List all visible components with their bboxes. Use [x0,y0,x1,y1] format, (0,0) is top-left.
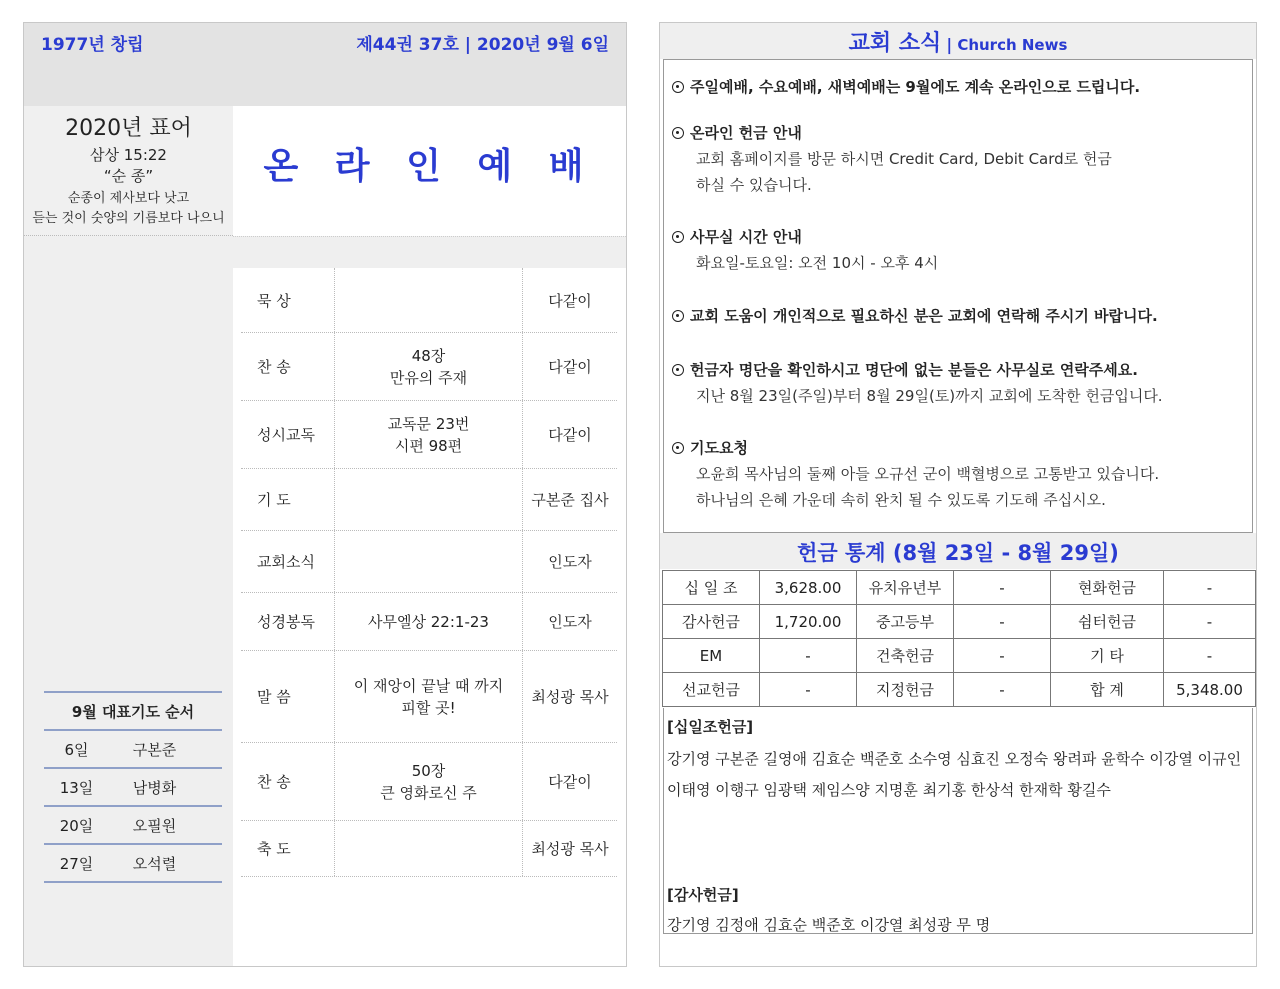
stats-cell: 1,720.00 [760,605,857,639]
bullet-icon [672,364,684,376]
news-item: 교회 도움이 개인적으로 필요하신 분은 교회에 연락해 주시기 바랍니다. [672,303,1244,329]
donor-list [663,708,1253,934]
prayer-date: 20일 [59,816,94,835]
prayer-order-row [44,807,222,845]
bullet-icon [672,310,684,322]
service-leader: 다같이 [548,426,592,444]
service-content: 48장 만유의 주재 [335,333,523,400]
prayer-order-table [44,691,222,883]
stats-cell: - [760,673,857,707]
service-leader: 인도자 [548,613,592,631]
stats-cell: - [1164,571,1256,605]
bullet-icon [672,442,684,454]
stats-cell: - [954,605,1051,639]
header-bar [24,23,626,106]
service-row [241,743,617,821]
stats-cell: - [954,673,1051,707]
year-motto [24,106,233,236]
issue-text: 제44권 37호 | 2020년 9월 6일 [356,35,609,55]
stats-cell: 유치유년부 [857,571,954,605]
service-item: 묵 상 [241,268,335,332]
news-item: 헌금자 명단을 확인하시고 명단에 없는 분들은 사무실로 연락주세요. 지난 8월 23일(주일)부터 8월 29일(토)까지 교회에 도착한 헌금입니다. [672,357,1244,409]
service-row [241,401,617,469]
service-row [241,333,617,401]
service-item: 찬 송 [241,333,335,400]
service-row [241,821,617,877]
prayer-date: 27일 [59,854,94,873]
offering-stats-table [662,570,1256,707]
service-row [241,651,617,743]
news-title: 교회 소식 [848,31,942,56]
bulletin-right-page [659,22,1257,967]
service-row [241,593,617,651]
prayer-order-title: 9월 대표기도 순서 [44,693,222,731]
service-leader: 다같이 [548,291,592,310]
stats-row [663,639,1256,673]
stats-cell: 쉼터헌금 [1051,605,1164,639]
stats-cell: 지정헌금 [857,673,954,707]
tithe-names: 이태영 이행구 임광택 제임스양 지명훈 최기홍 한상석 한재학 황길수 [667,781,1111,799]
stats-cell: 십 일 조 [663,571,760,605]
stats-cell: 선교헌금 [663,673,760,707]
motto-line: 듣는 것이 숫양의 기름보다 나으니 [32,211,225,226]
stats-cell: - [954,571,1051,605]
service-content [335,469,523,530]
news-header [660,23,1256,59]
founded-text: 1977년 창립 [41,35,144,55]
thanks-label: [감사헌금] [667,886,739,904]
prayer-order-row [44,769,222,807]
stats-cell: 합 계 [1051,673,1164,707]
service-item: 찬 송 [241,743,335,820]
stats-cell: - [760,639,857,673]
prayer-order-row [44,731,222,769]
motto-theme: “순 종” [103,167,154,185]
service-leader: 다같이 [548,358,592,376]
service-leader: 구본준 집사 [531,491,609,509]
prayer-order-row [44,845,222,883]
service-content: 이 재앙이 끝날 때 까지 피할 곳! [335,651,523,742]
stats-cell: 3,628.00 [760,571,857,605]
prayer-name: 구본준 [132,740,177,759]
service-leader: 최성광 목사 [531,688,609,706]
service-content: 50장 큰 영화로신 주 [335,743,523,820]
service-row [241,469,617,531]
motto-line: 순종이 제사보다 낫고 [67,191,190,206]
service-item: 성시교독 [241,401,335,468]
stats-cell: 기 타 [1051,639,1164,673]
stats-cell: 중고등부 [857,605,954,639]
service-item: 성경봉독 [241,593,335,650]
prayer-date: 6일 [64,740,89,759]
motto-year: 2020년 표어 [65,116,192,141]
prayer-name: 오필원 [132,816,177,835]
service-row [241,531,617,593]
service-content [335,821,523,876]
news-title-en: Church News [957,36,1068,54]
service-content [335,268,523,332]
stats-cell: 5,348.00 [1164,673,1256,707]
bulletin-left-page [23,22,627,967]
bullet-icon [672,231,684,243]
service-leader: 최성광 목사 [531,840,609,858]
stats-cell: - [954,639,1051,673]
worship-title: 온 라 인 예 배 [263,146,596,187]
bullet-icon [672,81,684,93]
service-leader: 인도자 [548,553,592,571]
offering-stats-title: 헌금 통계 (8월 23일 - 8월 29일) [660,533,1256,569]
news-item: 온라인 헌금 안내 교회 홈페이지를 방문 하시면 Credit Card, Debit Card로 헌금 하실 수 있습니다. [672,120,1244,198]
news-separator: | [946,35,953,54]
bullet-icon [672,127,684,139]
service-order-table [241,268,617,877]
stats-cell: - [1164,605,1256,639]
prayer-name: 오석렬 [132,854,177,873]
stats-cell: 건축헌금 [857,639,954,673]
prayer-name: 남병화 [132,778,177,797]
stats-cell: - [1164,639,1256,673]
stats-row [663,605,1256,639]
stats-cell: 감사헌금 [663,605,760,639]
service-content: 교독문 23번 시편 98편 [335,401,523,468]
divider-band [233,236,626,268]
tithe-names: 강기영 구본준 길영애 김효순 백준호 소수영 심효진 오정숙 왕려파 윤학수 이강열 이규인 [667,750,1242,768]
prayer-date: 13일 [59,778,94,797]
stats-cell: 현화헌금 [1051,571,1164,605]
service-item: 축 도 [241,821,335,876]
news-item: 주일예배, 수요예배, 새벽예배는 9월에도 계속 온라인으로 드립니다. [672,74,1244,100]
news-item: 사무실 시간 안내 화요일-토요일: 오전 10시 - 오후 4시 [672,224,1244,276]
stats-cell: EM [663,639,760,673]
thanks-names: 강기영 김정애 김효순 백준호 이강열 최성광 무 명 [667,916,991,934]
service-content [335,531,523,592]
news-box [663,59,1253,533]
service-leader: 다같이 [548,773,592,791]
service-item: 말 씀 [241,651,335,742]
stats-row [663,673,1256,707]
tithe-label: [십일조헌금] [667,718,754,736]
stats-row [663,571,1256,605]
service-row [241,268,617,333]
service-item: 교회소식 [241,531,335,592]
motto-reference: 삼상 15:22 [90,146,167,164]
service-content: 사무엘상 22:1-23 [335,593,523,650]
service-item: 기 도 [241,469,335,530]
news-item: 기도요청 오윤희 목사님의 둘째 아들 오규선 군이 백혈병으로 고통받고 있습니다. 하나님의 은혜 가운데 속히 완치 될 수 있도록 기도해 주십시오. [672,435,1244,513]
